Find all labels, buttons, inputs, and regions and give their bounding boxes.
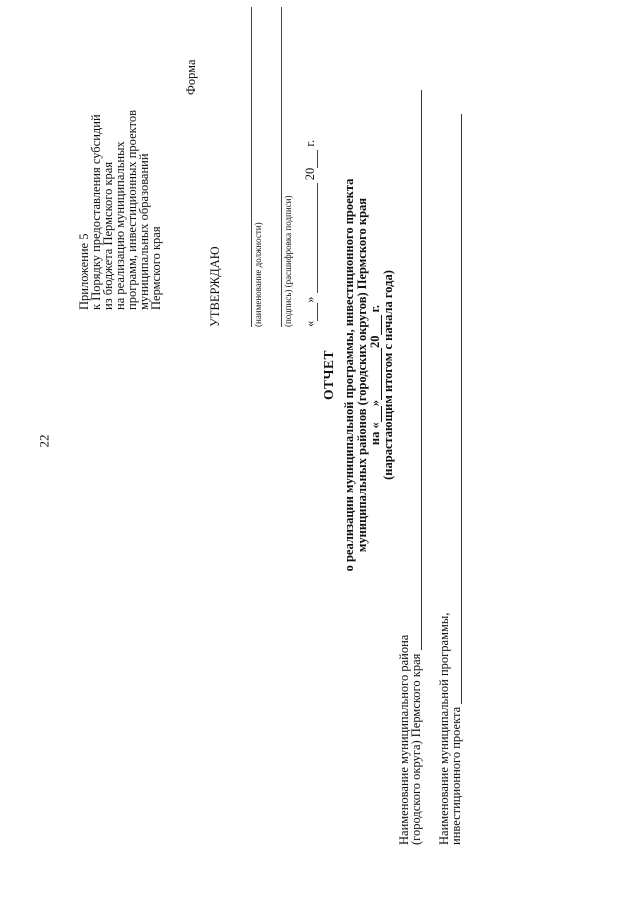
date-suffix: г. xyxy=(303,139,317,147)
program-label-line2: инвестиционного проекта xyxy=(449,706,463,845)
page-number: 22 xyxy=(36,434,52,448)
annex-line: Приложение 5 xyxy=(77,233,91,310)
report-date-prefix: на « xyxy=(368,422,382,446)
year-blank xyxy=(305,150,318,168)
report-year: 20 xyxy=(368,335,382,348)
position-rule xyxy=(251,7,252,327)
month-blank xyxy=(305,183,318,293)
annex-line: из бюджета Пермского края xyxy=(101,161,115,310)
report-subtitle-line: муниципальных районов (городских округов) Пермского края xyxy=(355,197,369,553)
fields-block xyxy=(398,15,478,845)
annex-block xyxy=(78,10,162,310)
report-heading xyxy=(322,75,395,675)
report-date-mid: » xyxy=(368,399,382,407)
annex-line: Пермского края xyxy=(149,226,163,310)
district-name-field xyxy=(398,15,422,845)
year-prefix: 20 xyxy=(303,167,317,181)
annex-line: к Порядку предоставления субсидий xyxy=(89,114,103,310)
approval-title: УТВЕРЖДАЮ xyxy=(208,246,222,327)
report-title: ОТЧЕТ xyxy=(321,350,336,400)
signature-rule xyxy=(281,7,282,327)
report-cumulative-note: (нарастающим итогом с начала года) xyxy=(381,270,395,480)
report-date-suffix: г. xyxy=(368,304,382,313)
district-label-line1: Наименование муниципального района xyxy=(397,634,411,845)
day-blank xyxy=(305,303,318,321)
position-caption: (наименование должности) xyxy=(253,222,263,327)
approval-date xyxy=(303,7,318,327)
district-name-blank xyxy=(411,91,422,651)
approval-block xyxy=(208,7,318,327)
report-subtitle-line: о реализации муниципальной программы, инвестиционного проекта xyxy=(342,178,356,572)
district-label-line2: (городского округа) Пермского края xyxy=(409,653,423,845)
annex-line: программ, инвестиционных проектов xyxy=(125,110,139,310)
form-label: Форма xyxy=(184,59,198,95)
position-line xyxy=(237,7,267,327)
signature-caption: (подпись) (расшифровка подписи) xyxy=(283,195,293,327)
date-close-quote: » xyxy=(303,296,317,303)
program-name-field xyxy=(438,15,462,845)
date-open-quote: « xyxy=(303,320,317,327)
program-name-blank xyxy=(451,114,462,704)
signature-line xyxy=(267,7,297,327)
annex-line: муниципальных образований xyxy=(137,153,151,310)
program-label-line1: Наименование муниципальной программы, xyxy=(437,612,451,845)
annex-line: на реализацию муниципальных xyxy=(113,141,127,310)
